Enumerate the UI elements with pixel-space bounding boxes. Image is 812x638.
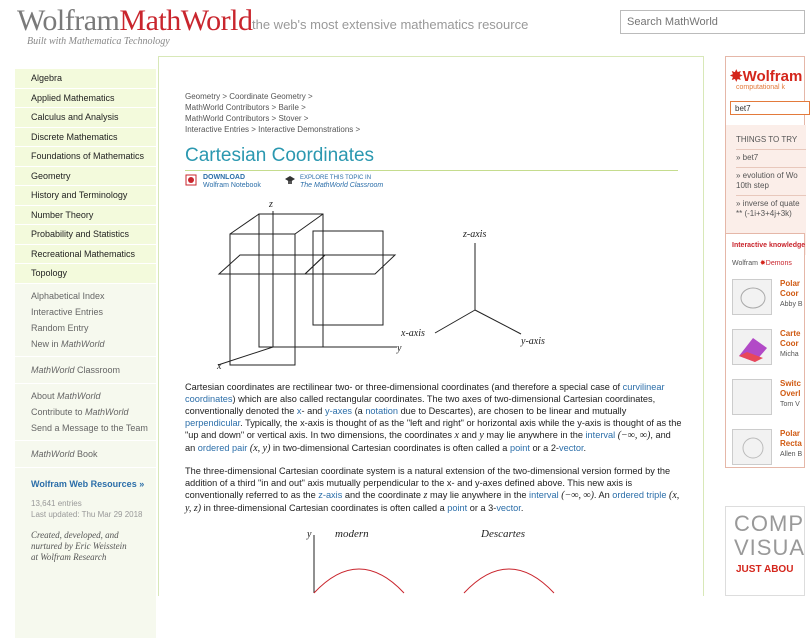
site-header xyxy=(0,0,800,50)
breadcrumb-contributors[interactable]: MathWorld Contributors xyxy=(185,103,270,112)
sidebar-item-geometry[interactable]: Geometry xyxy=(15,167,156,187)
page-title: Cartesian Coordinates xyxy=(185,145,375,166)
try-example-quaternion[interactable]: » inverse of quate ** (-1i+3+4j+3k) xyxy=(736,199,800,218)
modern-label: modern xyxy=(335,528,369,540)
demonstrations-subheading[interactable]: Wolfram ✸Demons xyxy=(732,260,792,267)
demonstrations-widget xyxy=(725,233,805,468)
sidebar-item-applied-mathematics[interactable]: Applied Mathematics xyxy=(15,89,156,109)
breadcrumb-geometry[interactable]: Geometry xyxy=(185,92,221,101)
about-links-group xyxy=(15,384,156,441)
index-links-group xyxy=(15,284,156,357)
explore-classroom-link[interactable]: EXPLORE THIS TOPIC IN The MathWorld Classroom xyxy=(284,174,383,190)
article-content xyxy=(158,56,704,596)
breadcrumb-coordinate-geometry[interactable]: Coordinate Geometry xyxy=(229,92,306,101)
demo-title: Polar Coor xyxy=(780,279,801,298)
title-divider xyxy=(185,170,678,171)
right-column xyxy=(725,56,805,596)
link-notation[interactable]: notation xyxy=(365,406,399,416)
random-entry-link[interactable]: Random Entry xyxy=(31,322,89,333)
demo-item-switch[interactable] xyxy=(732,379,812,419)
sidebar-item-number-theory[interactable]: Number Theory xyxy=(15,206,156,226)
sidebar-item-recreational[interactable]: Recreational Mathematics xyxy=(15,245,156,265)
site-tagline: the web's most extensive mathematics resource xyxy=(252,17,529,32)
entry-count: 13,641 entries Last updated: Thu Mar 29 2018 xyxy=(31,498,143,519)
site-credit: Created, developed, and nurtured by Eric Weisstein at Wolfram Research xyxy=(31,529,127,562)
breadcrumb-barile[interactable]: Barile xyxy=(278,103,299,112)
try-divider xyxy=(736,167,806,168)
demo-title: Carte Coor xyxy=(780,329,801,348)
demo-thumbnail xyxy=(732,279,772,315)
x-axis-label: x-axis xyxy=(401,328,425,339)
breadcrumb-interactive-demos[interactable]: Interactive Demonstrations xyxy=(258,125,354,134)
sidebar-item-history[interactable]: History and Terminology xyxy=(15,186,156,206)
cartesian-coordinates-figure xyxy=(185,197,555,377)
demo-item-polar[interactable] xyxy=(732,279,812,319)
link-curvilinear[interactable]: curvilinear coordinates xyxy=(185,382,665,404)
mathworld-classroom-link[interactable]: MathWorld Classroom xyxy=(15,357,156,384)
link-interval-2[interactable]: interval xyxy=(529,490,559,500)
demo-item-cartesian[interactable] xyxy=(732,329,812,369)
descartes-label: Descartes xyxy=(481,528,525,540)
graduation-cap-icon xyxy=(284,174,296,186)
try-divider xyxy=(736,195,806,196)
about-mathworld-link[interactable]: About MathWorld xyxy=(31,390,101,401)
logo-subtitle: Built with Mathematica Technology xyxy=(27,36,170,47)
demo-author: Micha xyxy=(780,351,799,358)
link-z-axis[interactable]: z-axis xyxy=(318,490,343,500)
interactive-entries-link[interactable]: Interactive Entries xyxy=(31,306,104,317)
wolfram-alpha-input[interactable] xyxy=(730,101,810,115)
demo-author: Allen B xyxy=(780,451,803,458)
link-vector[interactable]: vector xyxy=(559,443,584,453)
figure2-label-y: y xyxy=(307,529,312,540)
demo-author: Abby B xyxy=(780,301,803,308)
intro-paragraph: Cartesian coordinates are rectilinear two- or three-dimensional coordinates (and therefore a special case of curvilinear coordinates) which are also called rectangular coordinates. The two axes of two-dimensional Cartesian coordinates, conventionally denoted the x- and y-axes (a notation due to Descartes), are chosen to be linear and mutually perpendicular. Typically, the x-axis is thought of as the "left and right" or horizontal axis while the y-axis is thought of as the "up and down" or vertical axis. In two dimensions, the coordinates x and y may lie anywhere in the interval (−∞, ∞), and an ordered pair (x, y) in two-dimensional Cartesian coordinates is often called a point or a 2-vector. xyxy=(185,382,682,454)
try-example-evolution[interactable]: » evolution of Wo 10th step xyxy=(736,171,798,190)
ad-cta: JUST ABOU xyxy=(736,564,794,575)
breadcrumb-interactive-entries[interactable]: Interactive Entries xyxy=(185,125,250,134)
demo-title: Switc Overl xyxy=(780,379,801,398)
try-divider xyxy=(736,149,806,150)
y-axis-label: y-axis xyxy=(521,336,545,347)
download-notebook-link[interactable]: DOWNLOAD Wolfram Notebook xyxy=(185,174,261,190)
link-x[interactable]: x xyxy=(296,406,302,416)
three-d-paragraph: The three-dimensional Cartesian coordinate system is a natural extension of the two-dimensional version formed by the addition of a third "in and out" axis mutually perpendicular to the x- and y-axes defined above. This new axis is conventionally referred to as the z-axis and the coordinate z may lie anywhere in the interval (−∞, ∞). An ordered triple (x, y, z) in three-dimensional Cartesian coordinates is often called a point or a 3-vector. xyxy=(185,466,680,514)
sidebar-item-calculus-and-analysis[interactable]: Calculus and Analysis xyxy=(15,108,156,128)
advertisement[interactable]: COMP VISUA JUST ABOU xyxy=(725,506,805,596)
wolfram-alpha-logo[interactable]: ✸Wolfram xyxy=(730,68,803,85)
link-ordered-pair[interactable]: ordered pair xyxy=(197,443,248,453)
breadcrumb: Geometry > Coordinate Geometry > MathWorld Contributors > Barile > MathWorld Contributors > Stover > Interactive Entries > Interactive Demonstrations > xyxy=(185,92,361,134)
breadcrumb-stover[interactable]: Stover xyxy=(278,114,302,123)
mathworld-logo[interactable]: WolframMathWorld xyxy=(17,4,253,37)
sidebar-item-probability[interactable]: Probability and Statistics xyxy=(15,225,156,245)
demonstrations-heading: Interactive knowledge xyxy=(732,242,806,249)
demo-title: Polar Recta xyxy=(780,429,802,448)
wolfram-alpha-widget xyxy=(725,56,805,256)
figure1-label-y: y xyxy=(397,343,402,354)
sidebar-item-discrete-mathematics[interactable]: Discrete Mathematics xyxy=(15,128,156,148)
web-resources-section xyxy=(15,468,156,638)
contribute-link[interactable]: Contribute to MathWorld xyxy=(31,406,129,417)
link-interval[interactable]: interval xyxy=(585,430,616,440)
sidebar-item-foundations[interactable]: Foundations of Mathematics xyxy=(15,147,156,167)
link-perpendicular[interactable]: perpendicular xyxy=(185,418,241,428)
link-point-2[interactable]: point xyxy=(447,503,468,513)
notebook-icon xyxy=(185,174,197,186)
link-ordered-triple[interactable]: ordered triple xyxy=(612,490,667,500)
wolfram-alpha-subtitle: computational k xyxy=(736,84,786,91)
demo-thumbnail xyxy=(732,379,772,415)
search-input[interactable] xyxy=(620,10,805,34)
new-in-mathworld-link[interactable]: New in MathWorld xyxy=(31,338,105,349)
mathworld-book-link[interactable]: MathWorld Book xyxy=(15,441,156,468)
send-message-link[interactable]: Send a Message to the Team xyxy=(31,422,148,433)
things-to-try-heading: THINGS TO TRY xyxy=(736,135,798,144)
z-axis-label: z-axis xyxy=(463,229,487,240)
modern-vs-descartes-figure xyxy=(289,523,589,593)
try-example-bet7[interactable]: » bet7 xyxy=(736,153,759,162)
figure1-label-x: x xyxy=(217,361,222,372)
demo-thumbnail xyxy=(732,329,772,365)
demo-item-polar-rect[interactable] xyxy=(732,429,812,469)
link-point[interactable]: point xyxy=(509,443,530,453)
breadcrumb-contributors-2[interactable]: MathWorld Contributors xyxy=(185,114,270,123)
web-resources-link[interactable]: Wolfram Web Resources » xyxy=(31,478,145,489)
sidebar-item-algebra[interactable]: Algebra xyxy=(15,69,156,89)
demo-thumbnail xyxy=(732,429,772,465)
alphabetical-index-link[interactable]: Alphabetical Index xyxy=(31,290,105,301)
figure1-label-z: z xyxy=(269,199,273,210)
demo-author: Tom V xyxy=(780,401,800,408)
link-y-axes[interactable]: y-axes xyxy=(324,406,353,416)
sidebar-item-topology[interactable]: Topology xyxy=(15,264,156,284)
left-sidebar xyxy=(15,69,156,638)
link-vector-2[interactable]: vector xyxy=(496,503,521,513)
